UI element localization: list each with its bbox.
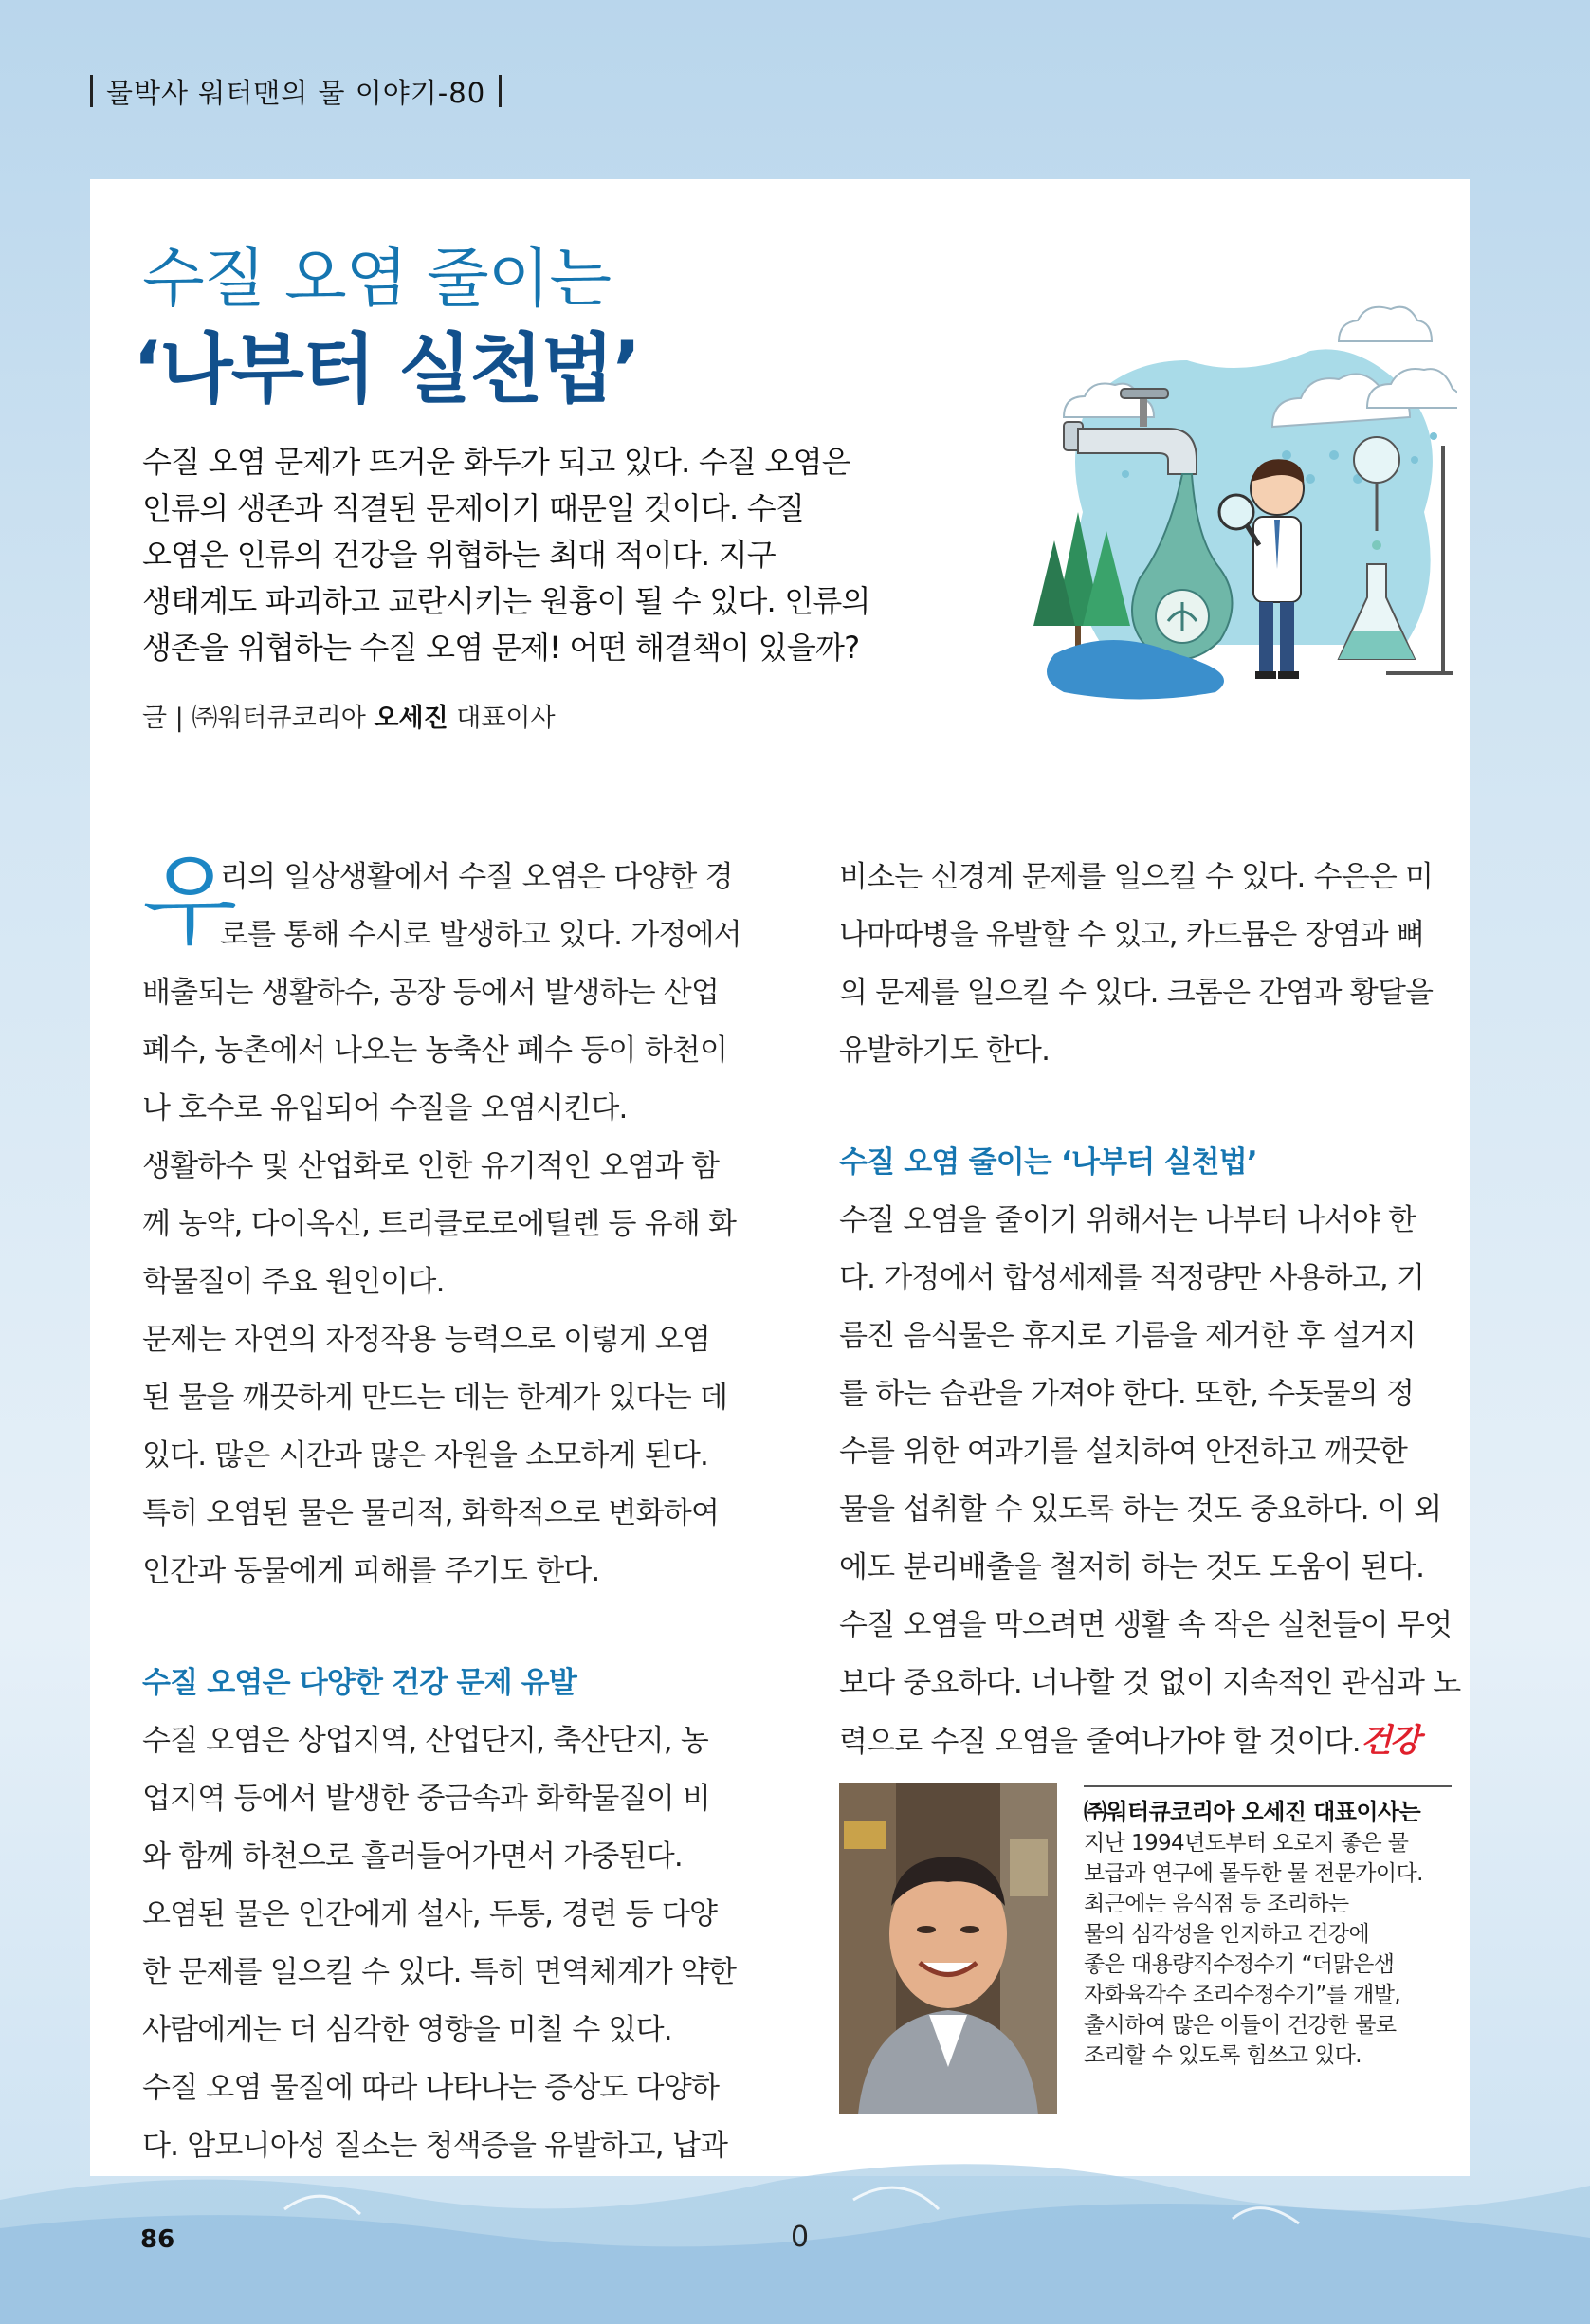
- bio-line: 자화육각수 조리수정수기”를 개발,: [1084, 1983, 1401, 2007]
- body-line: 력으로 수질 오염을 줄여나가야 할 것이다.: [839, 1725, 1361, 1759]
- bio-line: 보급과 연구에 몰두한 물 전문가이다.: [1084, 1861, 1423, 1886]
- page-center-mark: 0: [791, 2221, 810, 2254]
- end-mark-logo: 건강: [1360, 1722, 1419, 1760]
- body-line: 를 하는 습관을 가져야 한다. 또한, 수돗물의 정: [839, 1377, 1415, 1411]
- drop-cap: 우: [142, 843, 238, 959]
- series-header: [90, 74, 502, 108]
- body-line: 다. 가정에서 합성세제를 적정량만 사용하고, 기: [839, 1261, 1425, 1295]
- body-line: 배출되는 생활하수, 공장 등에서 발생하는 산업: [142, 976, 720, 1010]
- bio-line: 조리할 수 있도록 힘쓰고 있다.: [1084, 2043, 1362, 2068]
- bio-line: 물의 심각성을 인지하고 건강에: [1084, 1922, 1370, 1947]
- body-line: 수질 오염 물질에 따라 나타나는 증상도 다양하: [142, 2071, 720, 2105]
- series-label: 물박사 워터맨의 물 이야기-80: [106, 76, 486, 109]
- body-line: 보다 중요하다. 너나할 것 없이 지속적인 관심과 노: [839, 1666, 1461, 1700]
- article-title-line1: 수질 오염 줄이는: [142, 242, 612, 317]
- magnifier-icon: [1219, 495, 1253, 529]
- body-line: 에도 분리배출을 철저히 하는 것도 도움이 된다.: [839, 1550, 1425, 1584]
- body-line: 비소는 신경계 문제를 일으킬 수 있다. 수은은 미: [839, 860, 1434, 894]
- byline-suffix: 대표이사: [448, 704, 556, 733]
- body-line: 학물질이 주요 원인이다.: [142, 1265, 445, 1299]
- body-line: 수질 오염은 상업지역, 산업단지, 축산단지, 농: [142, 1724, 709, 1758]
- body-line: 다. 암모니아성 질소는 청색증을 유발하고, 납과: [142, 2129, 728, 2163]
- lead-line: 오염은 인류의 건강을 위협하는 최대 적이다. 지구: [142, 537, 776, 573]
- bio-rule: [1084, 1785, 1452, 1787]
- author-bio: [1084, 1797, 1463, 2071]
- body-line: 리의 일상생활에서 수질 오염은 다양한 경: [220, 860, 733, 894]
- body-line: 나마따병을 유발할 수 있고, 카드뮴은 장염과 뼈: [839, 918, 1425, 952]
- body-line: 인간과 동물에게 피해를 주기도 한다.: [142, 1554, 600, 1588]
- page-number: 86: [140, 2225, 175, 2254]
- body-line: 유발하기도 한다.: [839, 1034, 1051, 1068]
- body-line: 름진 음식물은 휴지로 기름을 제거한 후 설거지: [839, 1319, 1416, 1353]
- body-column-left: [142, 843, 768, 2175]
- body-line: 로를 통해 수시로 발생하고 있다. 가정에서: [220, 918, 741, 952]
- body-line: 의 문제를 일으킬 수 있다. 크롬은 간염과 황달을: [839, 976, 1434, 1010]
- lead-line: 생태계도 파괴하고 교란시키는 원흉이 될 수 있다. 인류의: [142, 583, 870, 619]
- bio-line: 좋은 대용량직수정수기 “더맑은샘: [1084, 1952, 1395, 1977]
- body-line: 물을 섭취할 수 있도록 하는 것도 중요하다. 이 외: [839, 1492, 1442, 1527]
- body-line: 께 농약, 다이옥신, 트리클로로에틸렌 등 유해 화: [142, 1207, 737, 1241]
- body-line: 오염된 물은 인간에게 설사, 두통, 경련 등 다양: [142, 1897, 718, 1931]
- bio-heading: ㈜워터큐코리아 오세진 대표이사는: [1084, 1799, 1421, 1825]
- bio-line: 최근에는 음식점 등 조리하는: [1084, 1892, 1349, 1916]
- body-line: 나 호수로 유입되어 수질을 오염시킨다.: [142, 1091, 628, 1125]
- body-line: 생활하수 및 산업화로 인한 유기적인 오염과 함: [142, 1149, 720, 1183]
- body-line: 있다. 많은 시간과 많은 자원을 소모하게 된다.: [142, 1438, 709, 1473]
- body-line: 문제는 자연의 자정작용 능력으로 이렇게 오염: [142, 1323, 711, 1357]
- divider: [90, 75, 93, 107]
- subheading: 수질 오염 줄이는 ‘나부터 실천법’: [839, 1145, 1257, 1180]
- body-line-last: [839, 1712, 1465, 1770]
- author-name: 오세진: [374, 704, 448, 733]
- lead-line: 수질 오염 문제가 뜨거운 화두가 되고 있다. 수질 오염은: [142, 444, 850, 480]
- lead-line: 생존을 위협하는 수질 오염 문제! 어떤 해결책이 있을까?: [142, 630, 860, 666]
- body-line: 수질 오염을 줄이기 위해서는 나부터 나서야 한: [839, 1203, 1416, 1237]
- body-line: 사람에게는 더 심각한 영향을 미칠 수 있다.: [142, 2013, 672, 2047]
- body-line: 수질 오염을 막으려면 생활 속 작은 실천들이 무엇: [839, 1608, 1453, 1642]
- body-line: 된 물을 깨끗하게 만드는 데는 한계가 있다는 데: [142, 1381, 728, 1415]
- body-line: 한 문제를 일으킬 수 있다. 특히 면역체계가 약한: [142, 1955, 737, 1989]
- body-line: 수를 위한 여과기를 설치하여 안전하고 깨끗한: [839, 1435, 1408, 1469]
- byline-prefix: 글 | ㈜워터큐코리아: [142, 704, 375, 733]
- article-title-line2: ‘나부터 실천법’: [133, 325, 640, 413]
- subheading: 수질 오염은 다양한 건강 문제 유발: [142, 1666, 577, 1700]
- water-scientist-illustration: [1026, 228, 1457, 711]
- byline: [142, 697, 556, 734]
- body-line: 와 함께 하천으로 흘러들어가면서 가중된다.: [142, 1839, 683, 1874]
- lead-line: 인류의 생존과 직결된 문제이기 때문일 것이다. 수질: [142, 490, 804, 526]
- bio-line: 출시하여 많은 이들이 건강한 물로: [1084, 2013, 1397, 2038]
- body-line: 특히 오염된 물은 물리적, 화학적으로 변화하여: [142, 1496, 720, 1530]
- body-line: 폐수, 농촌에서 나오는 농축산 폐수 등이 하천이: [142, 1034, 728, 1068]
- divider: [499, 75, 502, 107]
- body-line: 업지역 등에서 발생한 중금속과 화학물질이 비: [142, 1782, 711, 1816]
- author-photo: [839, 1783, 1057, 2114]
- lead-paragraph: [142, 439, 929, 671]
- bio-line: 지난 1994년도부터 오로지 좋은 물: [1084, 1831, 1409, 1856]
- body-column-right: [839, 849, 1465, 1770]
